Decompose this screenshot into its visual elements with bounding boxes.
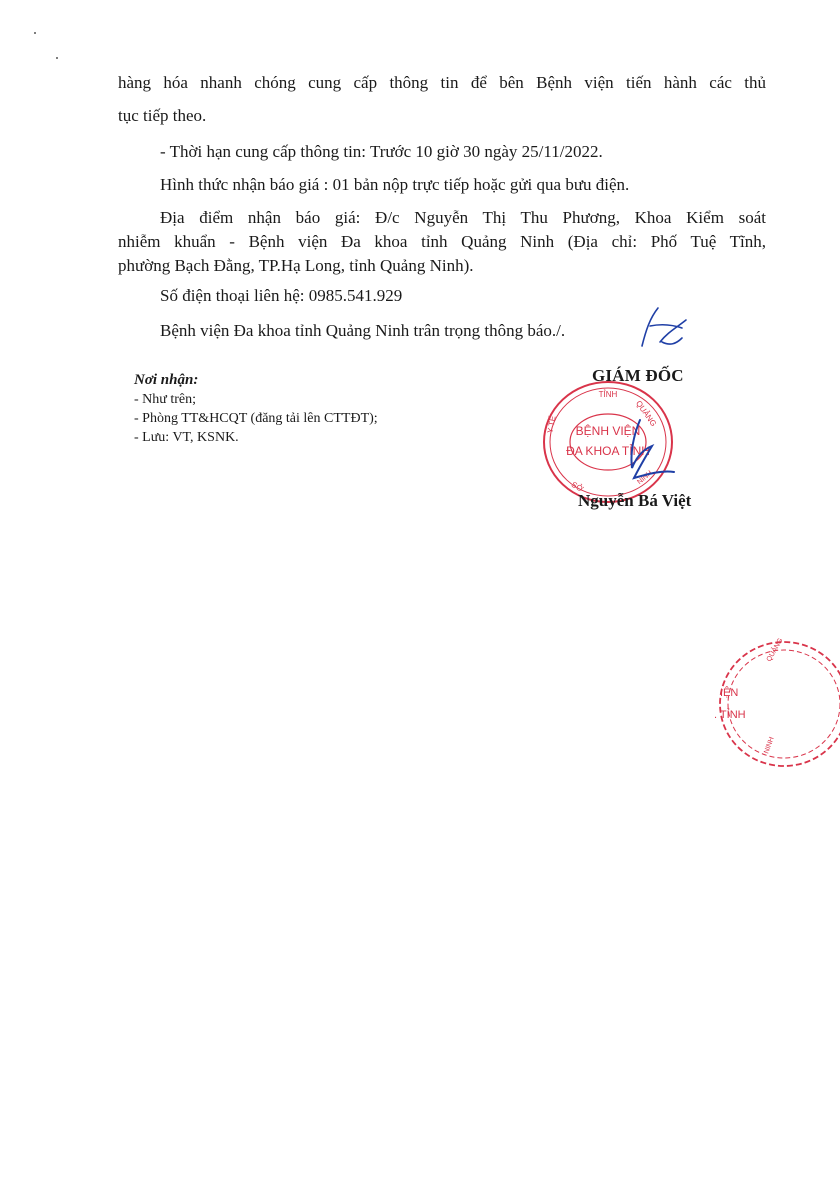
scan-speck	[34, 32, 36, 34]
scan-speck	[56, 57, 58, 59]
partial-seal-line2: . TỈNH	[714, 709, 746, 721]
signatory-name: Nguyễn Bá Việt	[578, 491, 692, 510]
location-line: Địa điểm nhận báo giá: Đ/c Nguyễn Thị Thu Phương, Khoa Kiểm soát	[160, 208, 766, 227]
partial-seal	[712, 637, 840, 770]
seal-ring-right: QUẢNG	[633, 398, 659, 429]
seal-ring-left: Y TẾ	[545, 415, 558, 434]
location-line: phường Bạch Đằng, TP.Hạ Long, tỉnh Quảng Ninh).	[118, 256, 474, 275]
director-signature	[612, 412, 682, 487]
partial-seal-ring: QUẢNG	[765, 637, 785, 663]
recipients-heading: Nơi nhận:	[134, 372, 199, 388]
phone-line: Số điện thoại liên hệ: 0985.541.929	[160, 286, 403, 305]
recipient-item: - Phòng TT&HCQT (đăng tải lên CTTĐT);	[134, 411, 378, 426]
location-line: nhiễm khuẩn - Bệnh viện Đa khoa tỉnh Quảng Ninh (Địa chỉ: Phố Tuệ Tĩnh,	[118, 232, 766, 251]
closing-line: Bệnh viện Đa khoa tỉnh Quảng Ninh trân trọng thông báo./.	[160, 321, 566, 340]
submission-method-line: Hình thức nhận báo giá : 01 bản nộp trực tiếp hoặc gửi qua bưu điện.	[160, 175, 630, 194]
recipient-item: - Như trên;	[134, 392, 197, 407]
initials-signature	[620, 302, 690, 354]
deadline-line: - Thời hạn cung cấp thông tin: Trước 10 giờ 30 ngày 25/11/2022.	[160, 142, 603, 161]
body-paragraph-line: tục tiếp theo.	[118, 106, 207, 125]
seal-line2: ĐA KHOA TỈNH	[566, 444, 650, 458]
seal-line1: BỆNH VIỆN	[575, 424, 641, 438]
partial-seal-ring2: NINH	[763, 736, 776, 755]
recipient-item: - Lưu: VT, KSNK.	[134, 430, 239, 445]
seal-ring-bottom: SỞ	[569, 479, 585, 494]
signature-title: GIÁM ĐỐC	[592, 366, 684, 385]
recipients-block	[134, 371, 378, 447]
partial-seal-line1: IỆN	[720, 687, 739, 699]
body-paragraph-line: hàng hóa nhanh chóng cung cấp thông tin để bên Bệnh viện tiến hành các thủ	[118, 73, 766, 92]
seal-ring-top: TỈNH	[598, 390, 618, 399]
seal-ring-bottom2: NINH	[636, 469, 654, 487]
